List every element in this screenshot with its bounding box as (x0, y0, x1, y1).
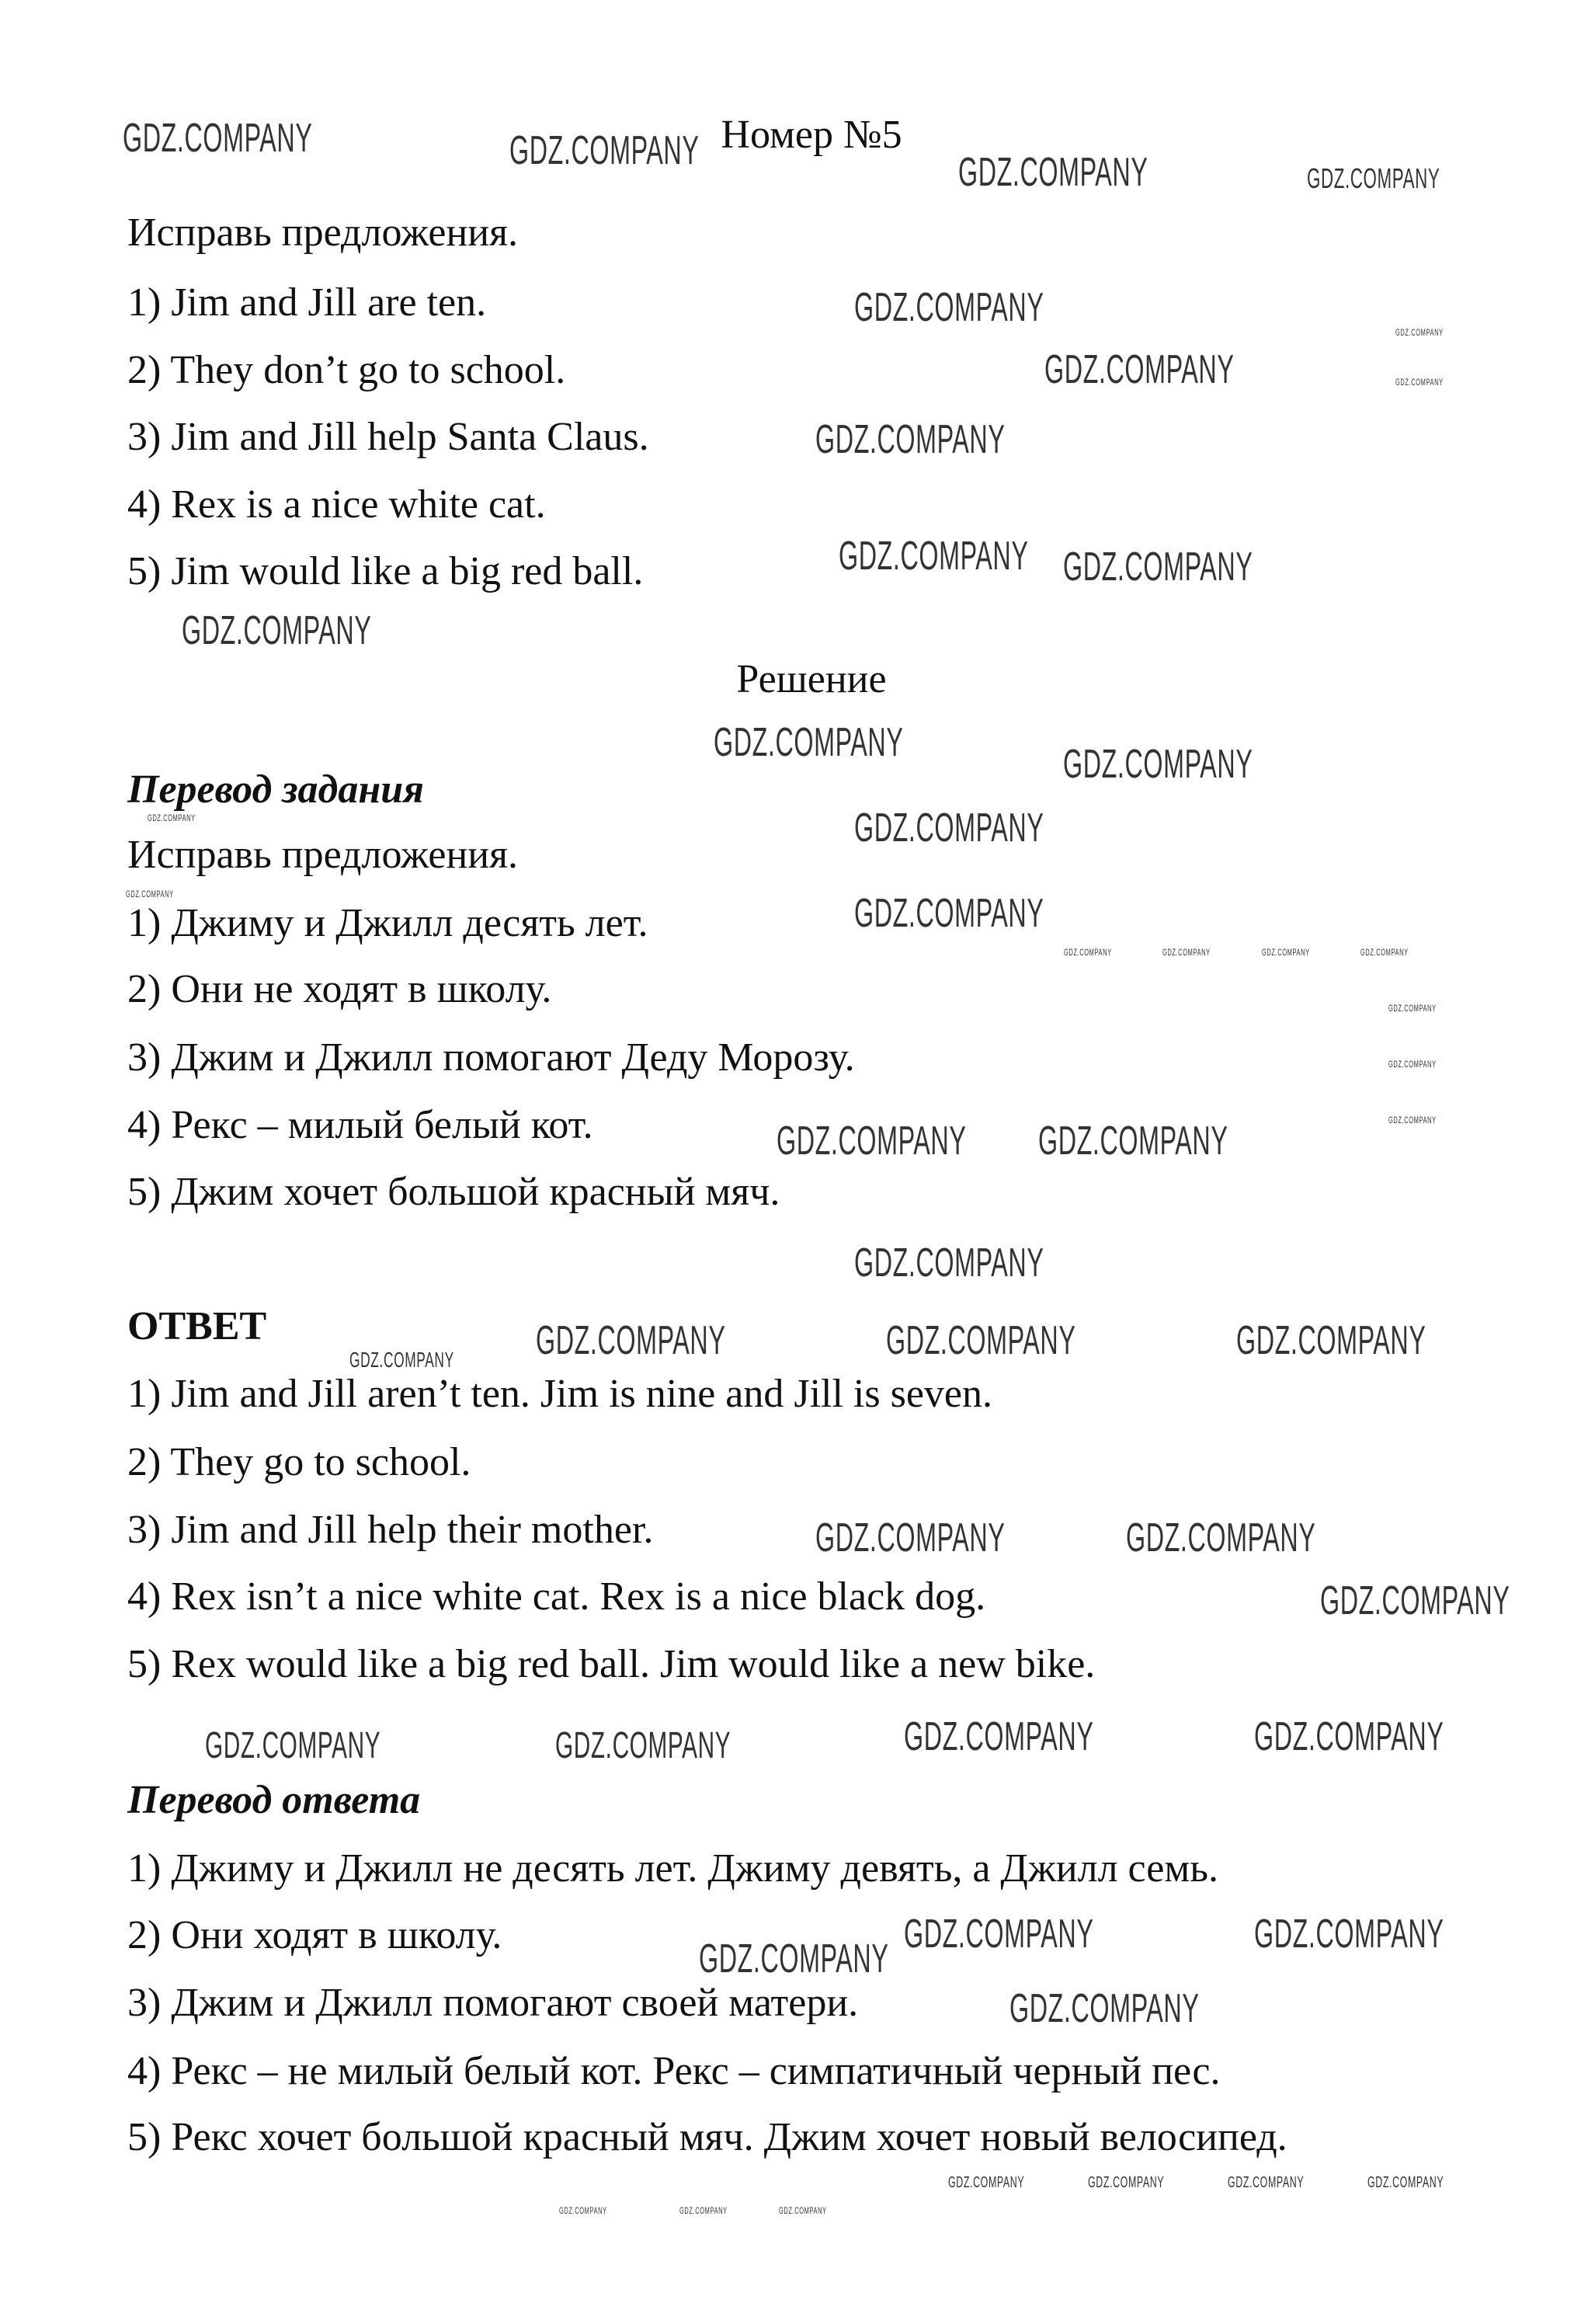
answer-heading: ОТВЕТ (127, 1304, 267, 1348)
watermark: GDZ.COMPANY (1395, 377, 1444, 388)
translation-task-line: 3) Джим и Джилл помогают Деду Морозу. (127, 1035, 855, 1080)
watermark: GDZ.COMPANY (958, 150, 1148, 195)
watermark: GDZ.COMPANY (1367, 2174, 1444, 2191)
watermark: GDZ.COMPANY (555, 1725, 731, 1766)
watermark: GDZ.COMPANY (1063, 742, 1253, 787)
watermark: GDZ.COMPANY (1162, 947, 1211, 958)
watermark: GDZ.COMPANY (948, 2174, 1025, 2191)
answer-line: 4) Rex isn’t a nice white cat. Rex is a nice black dog. (127, 1574, 986, 1619)
task-line: 3) Jim and Jill help Santa Claus. (127, 415, 649, 459)
watermark: GDZ.COMPANY (777, 1119, 967, 1164)
translation-answer-line: 2) Они ходят в школу. (127, 1913, 502, 1957)
watermark: GDZ.COMPANY (559, 2205, 607, 2216)
watermark: GDZ.COMPANY (854, 805, 1044, 851)
watermark: GDZ.COMPANY (1236, 1318, 1426, 1363)
watermark: GDZ.COMPANY (1307, 162, 1440, 194)
watermark: GDZ.COMPANY (1044, 347, 1235, 392)
watermark: GDZ.COMPANY (854, 1240, 1044, 1286)
watermark: GDZ.COMPANY (1388, 1059, 1437, 1070)
watermark: GDZ.COMPANY (779, 2205, 827, 2216)
watermark: GDZ.COMPANY (1395, 327, 1444, 338)
solution-heading: Решение (736, 657, 887, 701)
translation-answer-line: 5) Рекс хочет большой красный мяч. Джим хочет новый велосипед. (127, 2115, 1287, 2159)
translation-answer-line: 3) Джим и Джилл помогают своей матери. (127, 1981, 859, 2025)
watermark: GDZ.COMPANY (904, 1714, 1094, 1759)
watermark: GDZ.COMPANY (349, 1348, 454, 1372)
watermark: GDZ.COMPANY (182, 608, 372, 653)
task-line: 2) They don’t go to school. (127, 348, 566, 392)
watermark: GDZ.COMPANY (205, 1725, 381, 1766)
watermark: GDZ.COMPANY (1088, 2174, 1165, 2191)
task-line: 1) Jim and Jill are ten. (127, 280, 487, 325)
translation-answer-line: 4) Рекс – не милый белый кот. Рекс – симпатичный черный пес. (127, 2049, 1221, 2093)
watermark: GDZ.COMPANY (1388, 1115, 1437, 1125)
watermark: GDZ.COMPANY (904, 1912, 1094, 1957)
watermark: GDZ.COMPANY (126, 889, 174, 899)
watermark: GDZ.COMPANY (1063, 544, 1253, 590)
translation-task-line: 2) Они не ходят в школу. (127, 967, 552, 1011)
watermark: GDZ.COMPANY (679, 2205, 728, 2216)
translation-task-intro: Исправь предложения. (127, 833, 519, 877)
translation-answer-heading: Перевод ответа (127, 1778, 421, 1822)
translation-answer-line: 1) Джиму и Джилл не десять лет. Джиму девять, а Джилл семь. (127, 1846, 1218, 1891)
watermark: GDZ.COMPANY (1320, 1578, 1510, 1623)
translation-task-heading: Перевод задания (127, 767, 424, 812)
watermark: GDZ.COMPANY (1254, 1912, 1444, 1957)
watermark: GDZ.COMPANY (854, 891, 1044, 936)
watermark: GDZ.COMPANY (1009, 1986, 1200, 2031)
watermark: GDZ.COMPANY (886, 1318, 1076, 1363)
task-line: 5) Jim would like a big red ball. (127, 549, 644, 593)
watermark: GDZ.COMPANY (1388, 1003, 1437, 1014)
watermark: GDZ.COMPANY (854, 285, 1044, 330)
answer-line: 1) Jim and Jill aren’t ten. Jim is nine and Jill is seven. (127, 1372, 993, 1416)
watermark: GDZ.COMPANY (815, 1515, 1006, 1560)
watermark: GDZ.COMPANY (509, 128, 700, 173)
watermark: GDZ.COMPANY (815, 417, 1006, 462)
answer-line: 2) They go to school. (127, 1440, 471, 1484)
watermark: GDZ.COMPANY (1228, 2174, 1305, 2191)
watermark: GDZ.COMPANY (1360, 947, 1409, 958)
watermark: GDZ.COMPANY (1126, 1515, 1316, 1560)
watermark: GDZ.COMPANY (1064, 947, 1112, 958)
watermark: GDZ.COMPANY (1254, 1714, 1444, 1759)
watermark: GDZ.COMPANY (714, 720, 904, 765)
translation-task-line: 5) Джим хочет большой красный мяч. (127, 1170, 780, 1214)
watermark: GDZ.COMPANY (699, 1936, 889, 1981)
watermark: GDZ.COMPANY (123, 116, 313, 161)
task-line: 4) Rex is a nice white cat. (127, 482, 546, 527)
watermark: GDZ.COMPANY (536, 1318, 726, 1363)
watermark: GDZ.COMPANY (839, 534, 1029, 579)
task-heading: Исправь предложения. (127, 210, 519, 255)
watermark: GDZ.COMPANY (1262, 947, 1310, 958)
page-title: Номер №5 (721, 113, 902, 157)
answer-line: 3) Jim and Jill help their mother. (127, 1508, 654, 1552)
watermark: GDZ.COMPANY (148, 812, 196, 823)
watermark: GDZ.COMPANY (1038, 1119, 1228, 1164)
translation-task-line: 4) Рекс – милый белый кот. (127, 1103, 593, 1147)
translation-task-line: 1) Джиму и Джилл десять лет. (127, 901, 648, 945)
answer-line: 5) Rex would like a big red ball. Jim would like a new bike. (127, 1642, 1096, 1686)
